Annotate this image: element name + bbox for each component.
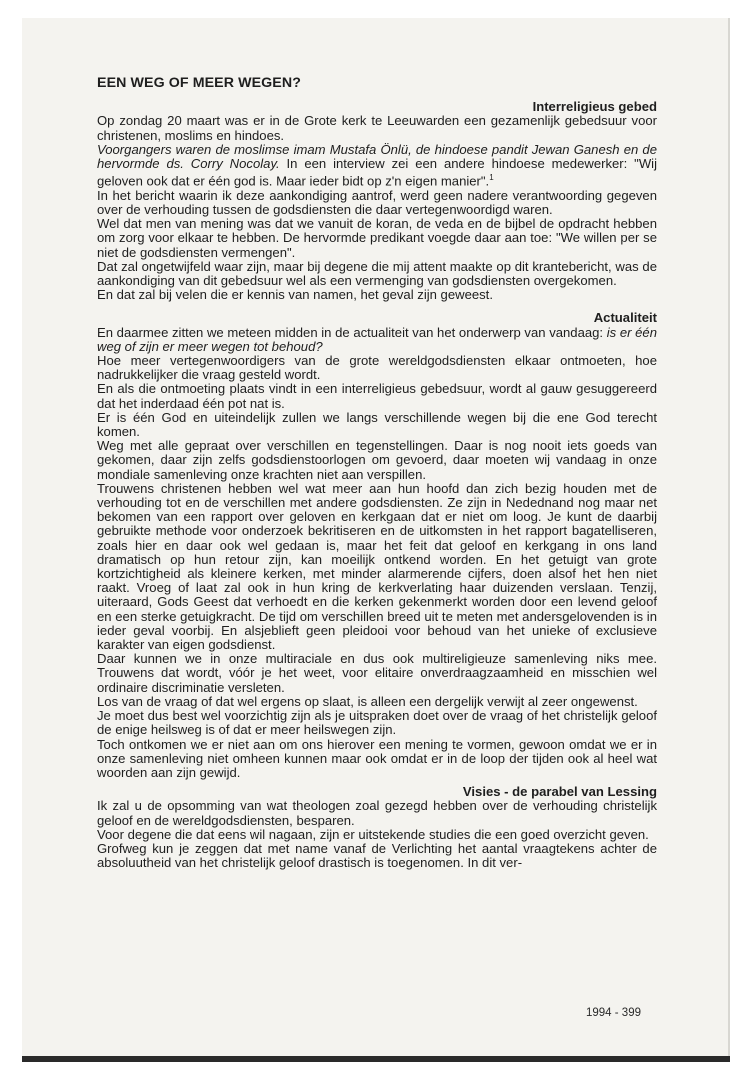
text-span: In een interview zei een andere hindoese medewerker: "Wij geloven ook dat er één god is. Maar ieder bidt op z'n eigen manier". (97, 156, 657, 189)
page-edge-right (728, 18, 730, 1058)
paragraph: Weg met alle gepraat over verschillen en tegenstellingen. Daar is nog nooit iets goeds van gekomen, daar zijn zelfs godsdienstoorlogen om gevoerd, daar moeten wij vandaag in onze mondiale samenleving onze krachten niet aan verspillen. (97, 438, 657, 482)
italic-text: is er één weg of zijn er meer wegen tot behoud? (97, 324, 657, 354)
paragraph: Toch ontkomen we er niet aan om ons hierover een mening te vormen, gewoon omdat we er in onze samenleving niet omheen kunnen maar ook omdat er in de loop der tijden ook al heel wat woorden aan zijn gewijd. (97, 736, 657, 780)
paragraph: Op zondag 20 maart was er in de Grote kerk te Leeuwarden een gezamenlijk gebedsuur voor christenen, moslims en hindoes. (97, 113, 657, 143)
page-number: 1994 - 399 (586, 1007, 641, 1019)
paragraph: En als die ontmoeting plaats vindt in een interreligieus gebedsuur, wordt al gauw gesuggereerd dat het inderdaad één pot nat is. (97, 381, 657, 411)
paragraph: Los van de vraag of dat wel ergens op slaat, is alleen een dergelijk verwijt al zeer ongewenst. (97, 693, 638, 709)
article-title: EEN WEG OF MEER WEGEN? (97, 75, 301, 91)
paragraph: Trouwens christenen hebben wel wat meer aan hun hoofd dan zich bezig houden met de verhouding tot en de verschillen met andere godsdiensten. Ze zijn in Nedednand nog maar net bekomen van een rapport over geloven en kerkgaan dat er niet om loog. Je kunt de daarbij gebruikte methode voor onderzoek bekritiseren en de uitkomsten in het rapport bagatelliseren, zoals hier en daar ook wel gedaan is, maar het feit dat geloof en kerkgang in ons land dramatisch op hun retour zijn, kan moeilijk ontkend worden. En het getuigt van grote kortzichtigheid als kleinere kerken, met minder alarmerende cijfers, doen alsof het hen niet raakt. Vroeg of laat zal ook in hun kring de kerkverlating haar duizenden verslaan. Tenzij, uiteraard, Gods Geest dat verhoedt en die kerken gekenmerkt worden door een levend geloof en een sterke getuigkracht. De tijd om verschillen breed uit te meten met andersgelovenden is in ieder geval voorbij. En alsjeblieft geen pleidooi voor behoud van het unieke of exclusieve karakter van eigen godsdienst. (97, 480, 657, 653)
section-heading-interreligieus: Interreligieus gebed (532, 99, 657, 115)
paragraph: In het bericht waarin ik deze aankondiging aantrof, werd geen nadere verantwoording gegeven over de verhouding tussen de godsdiensten die daar vertegenwoordigd waren. (97, 187, 657, 217)
section-heading-visies: Visies - de parabel van Lessing (462, 784, 657, 800)
paragraph: Hoe meer vertegenwoordigers van de grote wereldgodsdiensten elkaar ontmoeten, hoe nadrukkelijker die vraag gesteld wordt. (97, 353, 657, 383)
paragraph: Dat zal ongetwijfeld waar zijn, maar bij degene die mij attent maakte op dit krantebericht, was de aankondiging van dit gebedsuur wel als een vermenging van godsdiensten overgekomen. (97, 258, 657, 288)
page-edge-bottom (22, 1056, 730, 1062)
paragraph: En dat zal bij velen die er kennis van namen, het geval zijn geweest. (97, 287, 493, 303)
paragraph: Wel dat men van mening was dat we vanuit de koran, de veda en de bijbel de opdracht hebben om zorg voor elkaar te hebben. De hervormde predikant voegde daar aan toe: "We willen per se niet de godsdiensten vermengen". (97, 216, 657, 260)
italic-text: Voorgangers waren de moslimse imam Mustafa Önlü, de hindoese pandit Jewan Ganesh en de hervormde ds. Corry Nocolay. (97, 141, 657, 172)
paragraph (97, 143, 657, 189)
paragraph (97, 326, 657, 354)
text-span: En daarmee zitten we meteen midden in de actualiteit van het onderwerp van vandaag: (97, 324, 607, 340)
paragraph: Voor degene die dat eens wil nagaan, zijn er uitstekende studies die een goed overzicht geven. (97, 826, 649, 842)
paragraph: Daar kunnen we in onze multiraciale en dus ook multireligieuze samenleving niks mee. Trouwens dat wordt, vóór je het weet, voor elitaire onverdraagzaamheid en misschien wel ordinaire discriminatie versleten. (97, 651, 657, 695)
paragraph: Er is één God en uiteindelijk zullen we langs verschillende wegen bij die ene God terecht komen. (97, 409, 657, 440)
paragraph: Grofweg kun je zeggen dat met name vanaf de Verlichting het aantal vraagtekens achter de absoluutheid van het christelijk geloof drastisch is toegenomen. In dit ver- (97, 840, 657, 871)
footnote-marker: 1 (489, 173, 494, 183)
paragraph: Je moet dus best wel voorzichtig zijn als je uitspraken doet over de vraag of het christelijk geloof de enige heilsweg is of dat er meer heilswegen zijn. (97, 708, 657, 738)
section-heading-actualiteit: Actualiteit (593, 310, 657, 326)
paragraph: Ik zal u de opsomming van wat theologen zoal gezegd hebben over de verhouding christelijk geloof en de wereldgodsdiensten, besparen. (97, 798, 657, 828)
article (97, 76, 657, 870)
